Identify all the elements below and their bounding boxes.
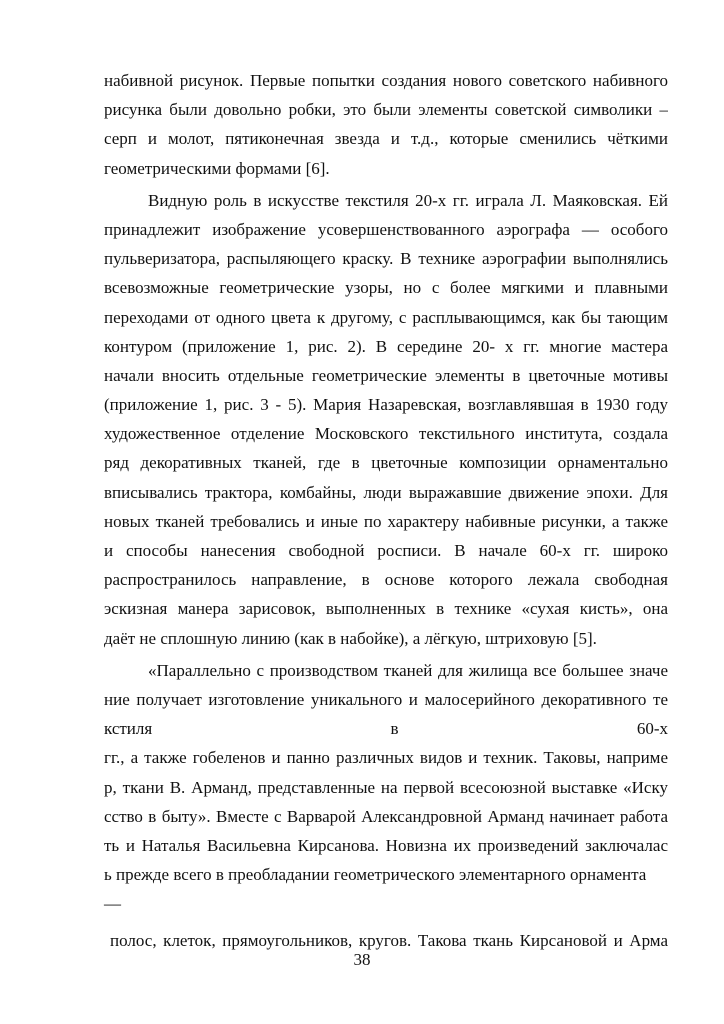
- text-line: контуром (приложение 1, рис. 2). В середине 20- х гг. многие мастера: [104, 336, 668, 356]
- text-line: и способы нанесения свободной росписи. В начале 60-х гг. широко: [104, 541, 668, 560]
- text-line: набивной рисунок. Первые попытки создания нового советского набивного: [104, 71, 668, 90]
- text-line: принадлежит изображение усовершенствованного аэрографа — особого: [104, 219, 668, 239]
- text-line: переходами от одного цвета к другому, с расплывающимся, как бы тающим: [104, 307, 668, 327]
- text-line: начали вносить отдельные геометрические элементы в цветочные мотивы: [104, 365, 668, 385]
- page-number: 38: [353, 950, 371, 969]
- text-line: сство в быту». Вместе с Варварой Александровной Арманд начинает работа: [104, 806, 668, 826]
- text-line: пульверизатора, распыляющего краску. В технике аэрографии выполнялись: [104, 249, 668, 269]
- text-line: р, ткани В. Арманд, представленные на первой всесоюзной выставке «Иску: [104, 777, 668, 797]
- text-line: ть и Наталья Васильевна Кирсанова. Новизна их произведений заключалас: [104, 835, 668, 855]
- text-line: всевозможные геометрические узоры, но с более мягкими и плавными: [104, 278, 668, 298]
- text-line: художественное отделение Московского текстильного института, создала: [104, 424, 668, 444]
- text-line: геометрическими формами [6].: [104, 158, 330, 178]
- document-body: [104, 66, 668, 956]
- text-line: распространилось направление, в основе которого лежала свободная: [104, 570, 668, 590]
- text-line: гг., а также гобеленов и панно различных видов и техник. Таковы, наприме: [104, 748, 668, 768]
- dash-line: —: [104, 894, 121, 914]
- text-line: кстиля в 60-х: [104, 719, 668, 739]
- text-line: эскизная манера зарисовок, выполненных в технике «сухая кисть», она: [104, 599, 668, 619]
- text-line: вписывались трактора, комбайны, люди выражавшие движение эпохи. Для: [104, 482, 668, 502]
- text-line: полос, клеток, прямоугольников, кругов. Такова ткань Кирсановой и Арма: [110, 931, 668, 951]
- quote-start-line: «Параллельно с производством тканей для жилища все большее значе: [148, 660, 668, 680]
- text-line: новых тканей требовались и иные по характеру набивные рисунки, а также: [104, 511, 668, 531]
- text-line: (приложение 1, рис. 3 - 5). Мария Назаревская, возглавлявшая в 1930 году: [104, 395, 668, 415]
- text-line: серп и молот, пятиконечная звезда и т.д., которые сменились чёткими: [104, 129, 668, 149]
- paragraph-start-line: Видную роль в искусстве текстиля 20-х гг. играла Л. Маяковская. Ей: [148, 190, 668, 210]
- text-line: ряд декоративных тканей, где в цветочные композиции орнаментально: [104, 453, 668, 473]
- text-line: ние получает изготовление уникального и малосерийного декоративного те: [104, 689, 668, 709]
- text-line: ь прежде всего в преобладании геометрического элементарного орнамента: [104, 865, 647, 885]
- text-line: даёт не сплошную линию (как в набойке), а лёгкую, штриховую [5].: [104, 628, 597, 648]
- text-line: рисунка были довольно робки, это были элементы советской символики –: [104, 100, 668, 120]
